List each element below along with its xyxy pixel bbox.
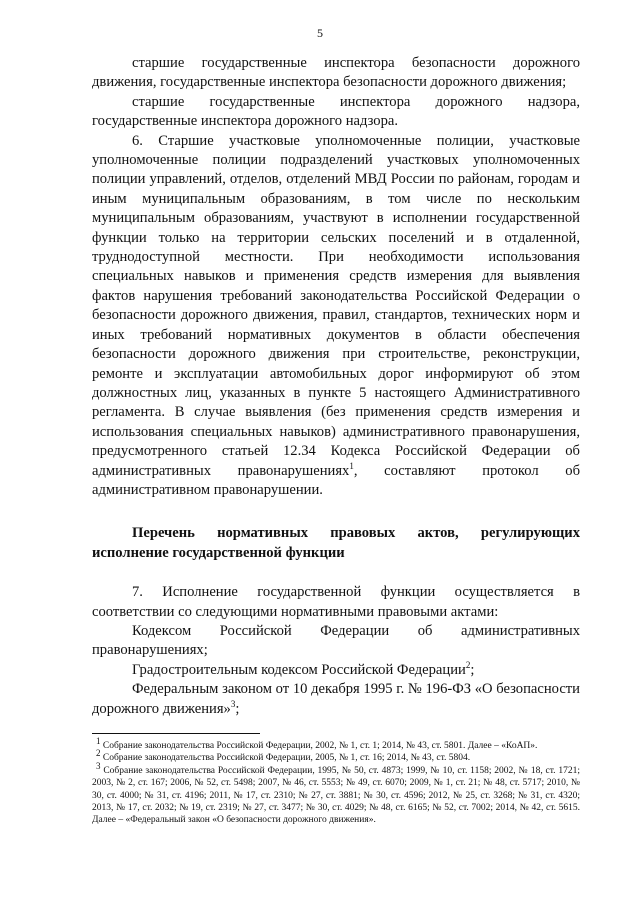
footnotes (92, 735, 581, 827)
page-number: 5 (317, 26, 323, 40)
footnote-divider (92, 733, 260, 734)
section-heading-legal-acts: Перечень нормативных правовых актов, регулирующих исполнение государственной функции (92, 525, 580, 561)
document-body (92, 54, 580, 719)
footnote-ref-2: 2 (465, 659, 471, 670)
paragraph-7-execution: 7. Исполнение государственной функции осуществляется в соответствии со следующими нормативными правовыми актами: (92, 584, 580, 620)
paragraph-6-district-officers: 6. Старшие участковые уполномоченные полиции, участковые уполномоченные полиции подразделений участковых уполномоченных полиции управлений, отделов, отделений МВД России по районам, городам и иным муниципальным образованиям, в том числе по нескольким муниципальным образованиям, участвуют в исполнении государственной функции только на территории сельских поселений и в отдаленной, труднодоступной местности. При необходимости использования специальных навыков и применения средств измерения для выявления фактов нарушения требований законодательства Российской Федерации о безопасности дорожного движения, правил, стандартов, технических норм и иных требований нормативных документов в области обеспечения безопасности дорожного движения при строительстве, реконструкции, ремонте и эксплуатации автомобильных дорог информируют об этом должностных лиц, указанных в пункте 5 настоящего Административного регламента. В случае выявления (без применения средств измерения и использования специальных навыков) административного правонарушения, предусмотренного статьей 12.34 Кодекса Российской Федерации об административных правонарушениях$^1$, составляют протокол об административном правонарушении. (92, 132, 580, 498)
paragraph-inspectors-road-safety: старшие государственные инспектора безопасности дорожного движения, государственные инспектора безопасности дорожного движения; (92, 55, 580, 91)
footnote-1: $^1$ Собрание законодательства Российской Федерации, 2002, № 1, ст. 1; 2014, № 43, ст. 5801. Далее – «КоАП». (96, 735, 538, 751)
list-item-urban-planning-code: Градостроительным кодексом Российской Федерации$^2$; (132, 659, 475, 678)
footnote-2: $^2$ Собрание законодательства Российской Федерации, 2005, № 1, ст. 16; 2014, № 43, ст. 5804. (96, 748, 471, 764)
footnote-ref-3: 3 (230, 698, 236, 709)
list-item-federal-law-196: Федеральным законом от 10 декабря 1995 г. № 196-ФЗ «О безопасности дорожного движения»$^3$; (92, 681, 580, 717)
footnote-ref-1: 1 (349, 460, 354, 471)
list-item-koap: Кодексом Российской Федерации об административных правонарушениях; (92, 622, 580, 659)
footnote-3: $^3$ Собрание законодательства Российской Федерации, 1995, № 50, ст. 4873; 1999, № 10, ст. 1158; 2002, № 18, ст. 1721; 2003, № 2, ст. 167; 2006, № 52, ст. 5498; 2007, № 46, ст. 5553; № 49, ст. 6070; 2009, № 1, ст. 21; № 48, ст. 5717; 2010, № 30, ст. 4000; № 31, ст. 4196; 2011, № 17, ст. 2310; № 27, ст. 3881; № 30, ст. 4596; 2012, № 25, ст. 3268; № 31, ст. 4320; 2013, № 17, ст. 2032; № 19, ст. 2319; № 27, ст. 3477; № 30, ст. 4029; № 48, ст. 6165; № 52, ст. 7002; 2014, № 42, ст. 5615. Далее – «Федеральный закон «О безопасности дорожного движения». (92, 760, 581, 826)
paragraph-inspectors-road-supervision: старшие государственные инспектора дорожного надзора, государственные инспектора дорожного надзора. (92, 93, 580, 130)
